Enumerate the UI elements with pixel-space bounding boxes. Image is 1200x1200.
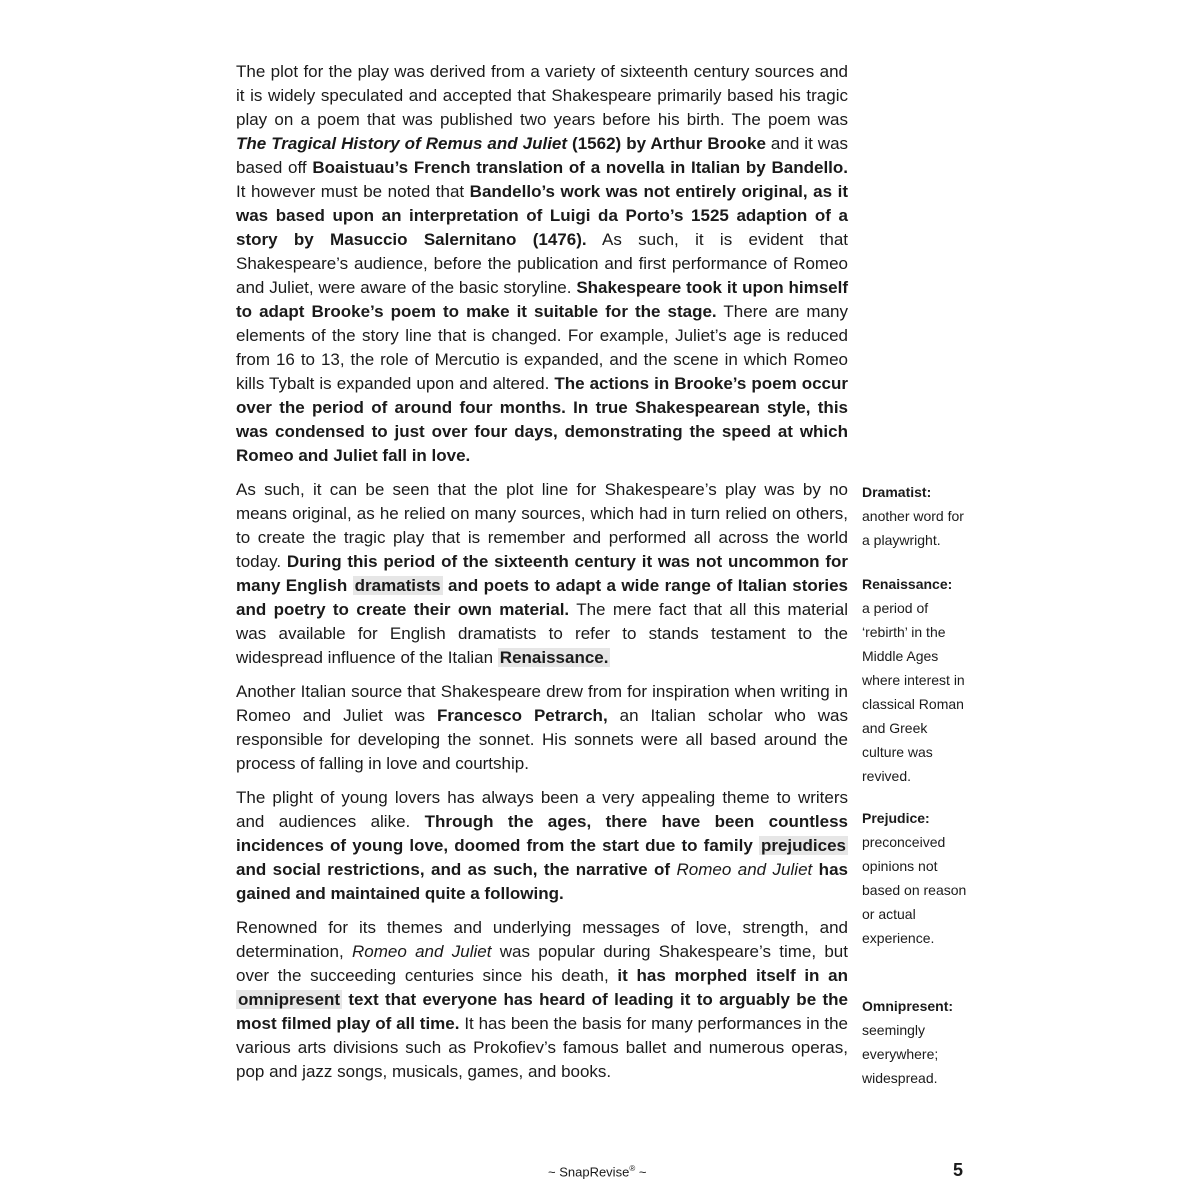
- body-text: As such, it can be seen that the plot line for Shakespeare’s play was by no means original, as he relied on many sources, which had in turn relied on others, to create the tragic play that is remember and performed all across the world today.: [236, 480, 848, 571]
- glossary-definition: a period of ‘rebirth’ in the Middle Ages where interest in classical Roman and Greek culture was revived.: [862, 600, 965, 784]
- bold-text: Through the ages, there have been countless incidences of young love, doomed from the start due to family: [236, 812, 848, 855]
- glossary-definition: seemingly everywhere; widespread.: [862, 1022, 939, 1086]
- page-number: 5: [953, 1160, 964, 1180]
- italic-title: Romeo and Juliet: [352, 942, 492, 961]
- bold-text: it has morphed itself in an: [617, 966, 848, 985]
- body-text: It however must be noted that: [236, 182, 470, 201]
- bold-text: Boaistuau’s French translation of a novella in Italian by Bandello.: [312, 158, 848, 177]
- glossary-dramatist: [862, 480, 972, 552]
- body-text: an Italian scholar who was responsible for developing the sonnet. His sonnets were all based around the process of falling in love and courtship.: [236, 706, 848, 773]
- glossary-term: Omnipresent:: [862, 998, 954, 1014]
- bold-text: and social restrictions, and as such, the narrative of: [236, 860, 677, 879]
- glossary-definition: preconceived opinions not based on reason or actual experience.: [862, 834, 967, 946]
- body-text: and it was based off: [236, 134, 849, 177]
- bold-text: text that everyone has heard of leading it to arguably be the most filmed play of all time.: [236, 990, 848, 1033]
- body-text: was popular during Shakespeare’s time, but over the succeeding centuries since his death,: [236, 942, 848, 985]
- bold-text: and poets to adapt a wide range of Italian stories and poetry to create their own material.: [236, 576, 848, 619]
- body-text: As such, it is evident that Shakespeare’s audience, before the publication and first performance of Romeo and Juliet, were aware of the basic storyline.: [236, 230, 849, 297]
- bold-text: The actions in Brooke’s poem occur over the period of around four months. In true Shakespearean style, this was condensed to just over four days, demonstrating the speed at which Romeo and Juliet fall in love.: [236, 374, 848, 465]
- registered-mark: ®: [629, 1164, 636, 1173]
- body-text: Renowned for its themes and underlying messages of love, strength, and determination,: [236, 918, 848, 961]
- glossary-omnipresent: [862, 994, 972, 1090]
- glossary-term: Renaissance:: [862, 576, 953, 592]
- paragraph-plot-sources: [236, 60, 848, 468]
- glossary-highlight: prejudices: [760, 836, 846, 855]
- bold-text: During this period of the sixteenth century it was not uncommon for many English: [236, 552, 848, 595]
- body-text: Another Italian source that Shakespeare drew from for inspiration when writing in Romeo and Juliet was: [236, 682, 848, 725]
- body-text: There are many elements of the story line that is changed. For example, Juliet’s age is reduced from 16 to 13, the role of Mercutio is expanded, and the scene in which Romeo kills Tybalt is expanded upon and altered.: [236, 302, 848, 393]
- glossary-prejudice: [862, 806, 972, 950]
- body-text: The plot for the play was derived from a variety of sixteenth century sources and it is widely speculated and accepted that Shakespeare primarily based his tragic play on a poem that was published two years before his birth. The poem was: [236, 62, 848, 129]
- italic-title: Romeo and Juliet: [676, 860, 813, 879]
- bold-text: Francesco Petrarch,: [436, 706, 608, 725]
- paragraph-plot-originality: [236, 478, 848, 670]
- paragraph-young-lovers: [236, 786, 848, 906]
- paragraph-renown: [236, 916, 848, 1084]
- bold-text: Shakespeare took it upon himself to adapt Brooke’s poem to make it suitable for the stage.: [236, 278, 848, 321]
- glossary-definition: another word for a playwright.: [862, 508, 964, 548]
- bold-italic-title: The Tragical History of Remus and Juliet: [236, 134, 568, 153]
- main-text: [236, 60, 848, 1094]
- bold-text: Bandello’s work was not entirely original, as it was based upon an interpretation of Luigi da Porto’s 1525 adaption of a story by Masuccio Salernitano (1476).: [236, 182, 848, 249]
- glossary-highlight: Renaissance.: [499, 648, 609, 667]
- glossary-renaissance: [862, 572, 972, 788]
- paragraph-petrarch: [236, 680, 848, 776]
- glossary-term: Prejudice:: [862, 810, 930, 826]
- glossary-term: Dramatist:: [862, 484, 932, 500]
- bold-text: has gained and maintained quite a following.: [236, 860, 848, 903]
- body-text: The mere fact that all this material was available for English dramatists to refer to stands testament to the widespread influence of the Italian: [236, 600, 849, 667]
- body-text: It has been the basis for many performances in the various arts divisions such as Prokofiev’s famous ballet and numerous operas, pop and jazz songs, musicals, games, and books.: [236, 1014, 848, 1081]
- glossary-highlight: omnipresent: [238, 990, 341, 1009]
- bold-text: (1562) by Arthur Brooke: [567, 134, 766, 153]
- glossary-highlight: dramatists: [354, 576, 441, 595]
- page-footer: [0, 1160, 1200, 1184]
- footer-brand: ~ SnapRevise® ~: [548, 1164, 647, 1180]
- body-text: The plight of young lovers has always been a very appealing theme to writers and audiences alike.: [236, 788, 848, 831]
